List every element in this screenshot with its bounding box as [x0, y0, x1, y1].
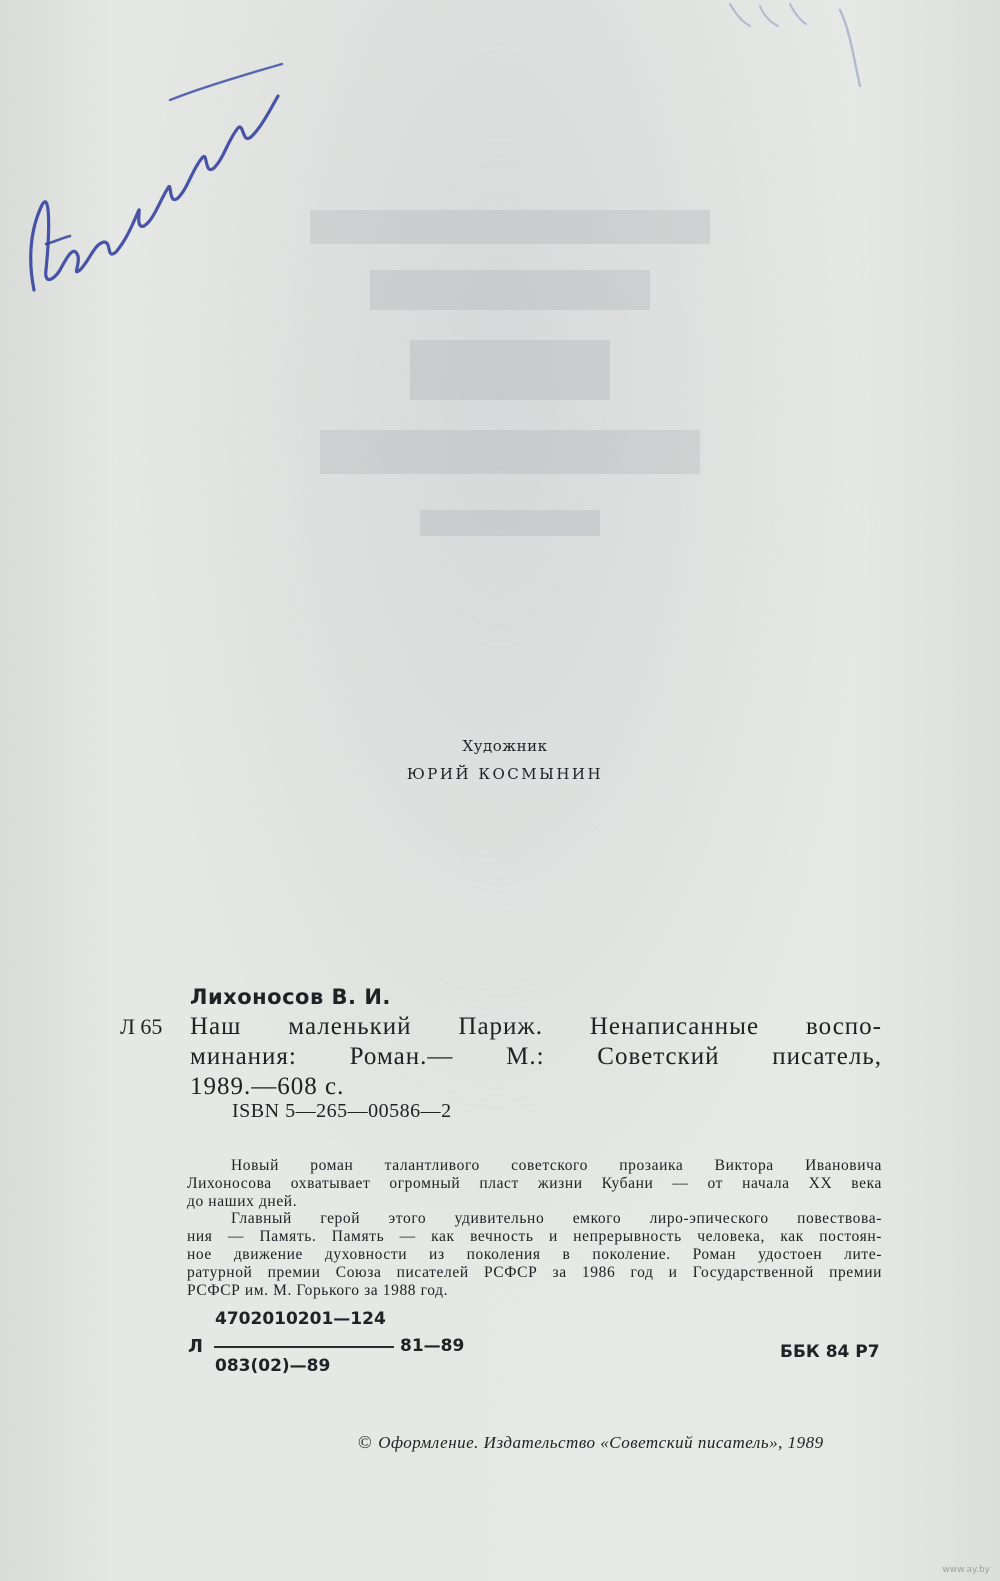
- annotation-line: Главный герой этого удивительно емкого лиро-эпического повествова-: [231, 1210, 882, 1228]
- copyright-symbol: ©: [358, 1432, 373, 1452]
- bbk-code: ББК 84 Р7: [780, 1342, 880, 1362]
- annotation-line: до наших дней.: [187, 1192, 298, 1210]
- isbn: ISBN 5—265—00586—2: [232, 1100, 452, 1122]
- classification-denominator: 083(02)—89: [215, 1356, 331, 1376]
- catalog-description: [190, 1012, 882, 1102]
- description-line: 1989.—608 с.: [190, 1073, 345, 1100]
- annotation-line: ратурной премии Союза писателей РСФСР за 1986 год и Государственной премии: [187, 1263, 882, 1281]
- catalog-author: Лихоносов В. И.: [190, 985, 391, 1009]
- classification-right: 81—89: [400, 1336, 465, 1356]
- annotation-line: Новый роман талантливого советского прозаика Виктора Ивановича: [231, 1157, 882, 1174]
- faint-stamp-mark: [690, 0, 890, 100]
- artist-role: Художник: [462, 737, 548, 755]
- catalog-code: Л 65: [120, 1014, 163, 1039]
- annotation-line: ное движение духовности из поколения в поколение. Роман удостоен лите-: [187, 1245, 882, 1263]
- copyright-text: Оформление. Издательство «Советский писатель», 1989: [378, 1433, 824, 1452]
- annotation-line: Лихоносова охватывает огромный пласт жизни Кубани — от начала ХХ века: [187, 1174, 882, 1192]
- annotation-line: РСФСР им. М. Горького за 1988 год.: [187, 1281, 449, 1299]
- site-watermark: www.ay.by: [942, 1565, 990, 1575]
- classification-letter: Л: [188, 1336, 203, 1357]
- description-line: Наш маленький Париж. Ненаписанные воспо-: [190, 1013, 882, 1040]
- annotation: [187, 1157, 882, 1299]
- annotation-line: ния — Память. Память — как вечность и непрерывность человека, как постоян-: [187, 1228, 882, 1246]
- classification-numerator: 4702010201—124: [215, 1309, 386, 1329]
- show-through-title: [250, 170, 770, 600]
- handwritten-signature: [20, 30, 300, 310]
- description-line: минания: Роман.— М.: Советский писатель,: [190, 1043, 882, 1070]
- copyright-line: [358, 1432, 824, 1453]
- classification-fraction-line: [214, 1346, 394, 1348]
- artist-name: ЮРИЙ КОСМЫНИН: [406, 765, 604, 783]
